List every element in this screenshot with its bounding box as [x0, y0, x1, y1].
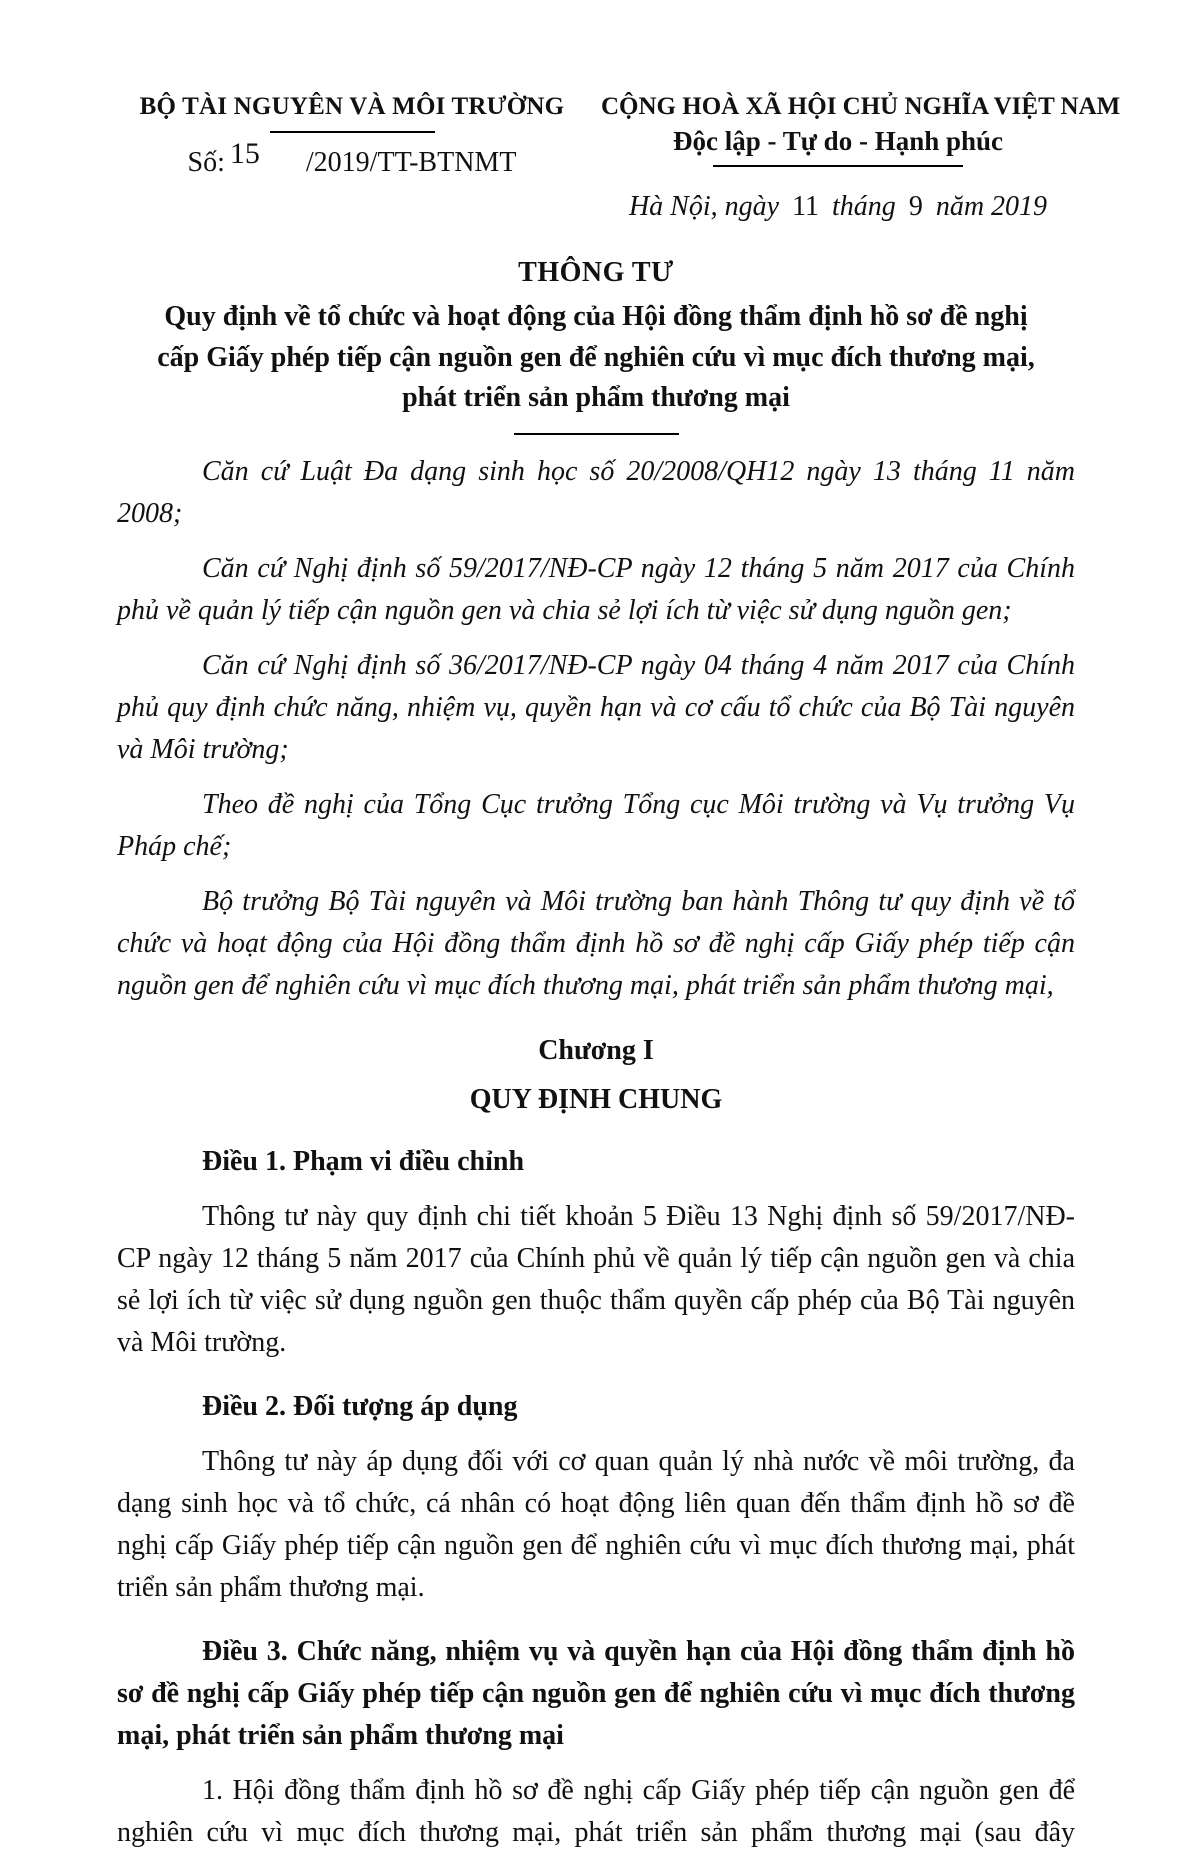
national-title: CỘNG HOÀ XÃ HỘI CHỦ NGHĨA VIỆT NAM	[601, 93, 1121, 120]
national-header-block	[601, 92, 1121, 223]
motto-underline	[713, 165, 963, 167]
date-day: 11	[792, 191, 820, 222]
place-date-prefix: Hà Nội, ngày	[628, 191, 780, 222]
date-month: 9	[908, 191, 923, 222]
agency-underline	[270, 131, 435, 133]
issuing-agency-name: BỘ TÀI NGUYÊN VÀ MÔI TRƯỜNG	[139, 93, 565, 120]
preamble-paragraph: Theo đề nghị của Tổng Cục trưởng Tổng cục Môi trường và Vụ trưởng Vụ Pháp chế;	[117, 788, 1075, 862]
issuing-agency-block	[117, 92, 587, 179]
document-number-line	[117, 137, 587, 179]
article-2-heading: Điều 2. Đối tượng áp dụng	[202, 1391, 518, 1423]
preamble-paragraph: Căn cứ Nghị định số 59/2017/NĐ-CP ngày 12 tháng 5 năm 2017 của Chính phủ về quản lý tiếp cận nguồn gen và chia sẻ lợi ích từ việc sử dụng nguồn gen;	[117, 552, 1075, 626]
preamble-paragraph: Căn cứ Nghị định số 36/2017/NĐ-CP ngày 04 tháng 4 năm 2017 của Chính phủ quy định chức năng, nhiệm vụ, quyền hạn và cơ cấu tổ chức của Bộ Tài nguyên và Môi trường;	[117, 649, 1075, 765]
document-number-value: 15	[229, 137, 260, 170]
chapter-title: QUY ĐỊNH CHUNG	[469, 1083, 723, 1115]
preamble-paragraph: Bộ trưởng Bộ Tài nguyên và Môi trường ban hành Thông tư quy định về tổ chức và hoạt động của Hội đồng thẩm định hồ sơ đề nghị cấp Giấy phép tiếp cận nguồn gen để nghiên cứu vì mục đích thương mại, phát triển sản phẩm thương mại,	[117, 885, 1075, 1001]
articles-section	[117, 1141, 1075, 1854]
date-year: 2019	[991, 191, 1048, 222]
date-month-word: tháng	[832, 191, 896, 222]
article-3-paragraph: 1. Hội đồng thẩm định hồ sơ đề nghị cấp Giấy phép tiếp cận nguồn gen để nghiên cứu vì mục đích thương mại, phát triển sản phẩm thương mại (sau đây	[117, 1775, 1075, 1849]
article-1-paragraph: Thông tư này quy định chi tiết khoản 5 Điều 13 Nghị định số 59/2017/NĐ-CP ngày 12 tháng 5 năm 2017 của Chính phủ về quản lý tiếp cận nguồn gen và chia sẻ lợi ích từ việc sử dụng nguồn gen thuộc thẩm quyền cấp phép của Bộ Tài nguyên và Môi trường.	[117, 1201, 1075, 1359]
article-3-heading: Điều 3. Chức năng, nhiệm vụ và quyền hạn của Hội đồng thẩm định hồ sơ đề nghị cấp Giấy phép tiếp cận nguồn gen để nghiên cứu vì mục đích thương mại, phát triển sản phẩm thương mại	[117, 1636, 1075, 1752]
date-year-word: năm	[935, 191, 985, 222]
place-date-line	[601, 191, 1075, 223]
national-motto: Độc lập - Tự do - Hạnh phúc	[672, 126, 1004, 156]
document-number-suffix: /2019/TT-BTNMT	[305, 147, 517, 178]
chapter-label: Chương I	[538, 1034, 654, 1066]
article-2-paragraph: Thông tư này áp dụng đối với cơ quan quản lý nhà nước về môi trường, đa dạng sinh học và tổ chức, cá nhân có hoạt động liên quan đến thẩm định hồ sơ đề nghị cấp Giấy phép tiếp cận nguồn gen để nghiên cứu vì mục đích thương mại, phát triển sản phẩm thương mại.	[117, 1446, 1075, 1604]
document-subject-title: Quy định về tổ chức và hoạt động của Hội đồng thẩm định hồ sơ đề nghị cấp Giấy phép tiếp cận nguồn gen để nghiên cứu vì mục đích thương mại, phát triển sản phẩm thương mại	[157, 301, 1035, 414]
document-header	[117, 92, 1121, 223]
title-underline	[514, 433, 679, 435]
document-number-label: Số:	[187, 147, 225, 178]
preamble-section	[117, 451, 1075, 1007]
article-1-heading: Điều 1. Phạm vi điều chỉnh	[202, 1146, 525, 1178]
preamble-paragraph: Căn cứ Luật Đa dạng sinh học số 20/2008/QH12 ngày 13 tháng 11 năm 2008;	[117, 455, 1075, 529]
document-type-title: THÔNG TƯ	[518, 257, 674, 288]
